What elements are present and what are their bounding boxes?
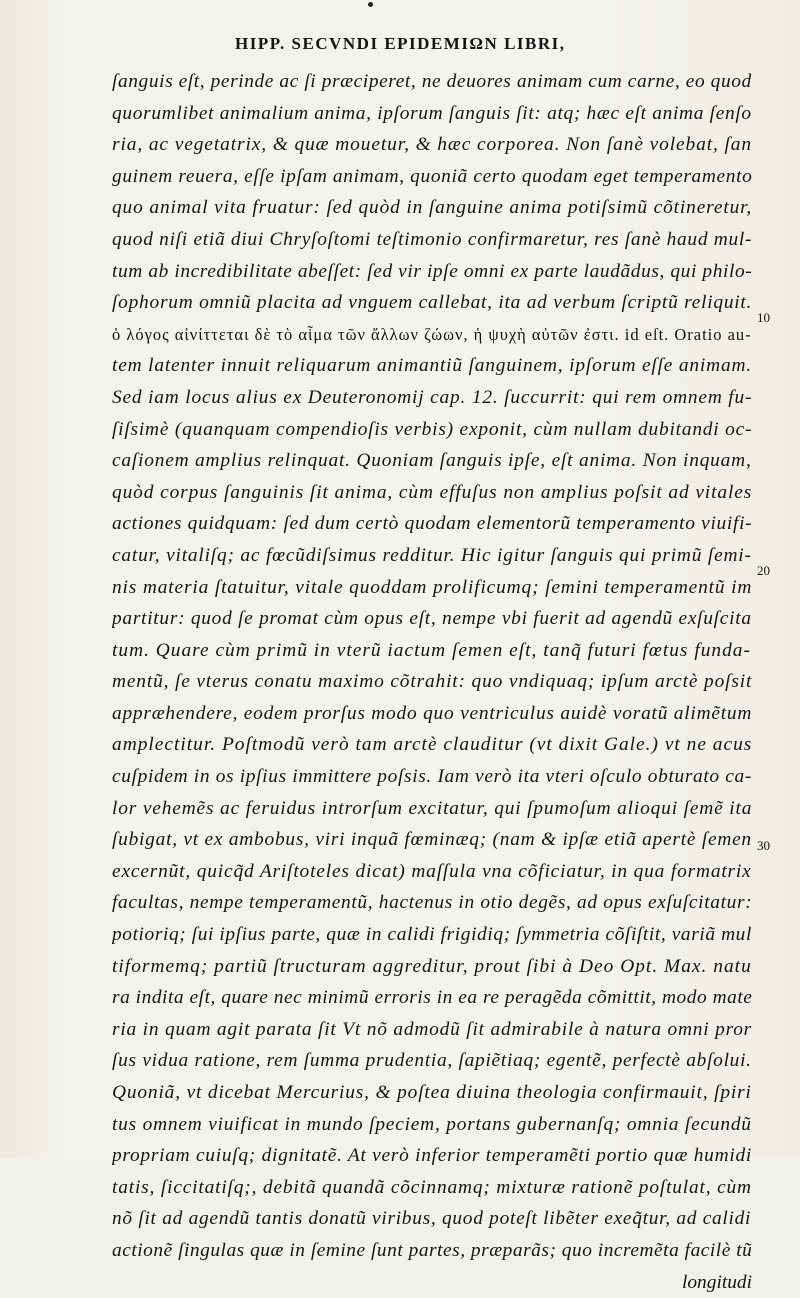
text-line: Sed iam locus alius ex Deuteronomij cap. 12. ſuccurrit: qui rem omnem fu- — [112, 386, 752, 408]
text-line: ſiſsimè (quanquam compendioſis verbis) exponit, cùm nullam dubitandi oc- — [112, 418, 752, 440]
text-line: partitur: quod ſe promat cùm opus eſt, nempe vbi fuerit ad agendũ exſuſcita — [112, 608, 752, 630]
text-line: tum. Quare cùm primũ in vterũ iactum ſemen eſt, tanq̃ futuri fœtus funda- — [112, 639, 751, 661]
text-line: quod niſi etiã diui Chryſoſtomi teſtimonio confirmaretur, res ſanè haud mul- — [112, 228, 752, 250]
text-line: tatis, ſiccitatiſq;, debitã quandã cõcinnamq; mixturæ rationẽ poſtulat, cùm — [112, 1176, 752, 1198]
text-line: potioriq; ſui ipſius parte, quæ in calidi frigidiq; ſymmetria cõſiſtit, variã mul — [112, 924, 752, 946]
text-line: ſus vidua ratione, rem ſumma prudentia, ſapiẽtiaq; egentẽ, perfectè abſolui. — [112, 1050, 752, 1072]
text-line: ſanguis eſt, perinde ac ſi præciperet, ne deuores animam cum carne, eo quod — [112, 71, 752, 92]
text-line: nis materia ſtatuitur, vitale quoddam prolificumq; ſemini temperamentũ im — [112, 576, 752, 598]
text-line: amplectitur. Poſtmodũ verò tam arctè clauditur (vt dixit Gale.) vt ne acus — [112, 734, 752, 756]
text-line: tiformemq; partiũ ſtructuram aggreditur, prout ſibi à Deo Opt. Max. natu — [112, 955, 752, 977]
margin-number: 10 — [757, 310, 770, 325]
text-line: ria in quam agit parata ſit Vt nõ admodũ ſit admirabile à natura omni pror — [112, 1018, 752, 1040]
text-line: mentũ, ſe vterus conatu maximo cõtrahit: quo vndiquaq; ipſum arctè poſsit — [112, 671, 752, 693]
text-line: quo animal vita fruatur: ſed quòd in ſanguine anima potiſsimũ cõtineretur, — [112, 197, 752, 219]
text-line: ra indita eſt, quare nec minimũ erroris in ea re peragẽda cõmittit, modo mate — [112, 987, 752, 1009]
text-line: nõ ſit ad agendũ tantis donatũ viribus, quod poteſt libẽter exeq̃tur, ad calidi — [112, 1208, 752, 1230]
text-line: actiones quidquam: ſed dum certò quodam elementorũ temperamento viuifi- — [112, 513, 752, 535]
text-line: tem latenter innuit reliquarum animantiũ ſanguinem, ipſorum eſſe animam. — [112, 355, 752, 377]
text-line: ſubigat, vt ex ambobus, viri inquã fœminæq; (nam & ipſæ etiã apertè ſemen — [112, 829, 752, 851]
text-line: tus omnem viuificat in mundo ſpeciem, portans gubernanſq; omnia ſecundũ — [112, 1113, 752, 1135]
text-line: quòd corpus ſanguinis ſit anima, cùm effuſus non amplius poſsit ad vitales — [112, 481, 752, 503]
body-text — [112, 66, 752, 1298]
text-line: ſophorum omniũ placita ad vnguem callebat, ita ad verbum ſcriptũ reliquit. — [112, 292, 752, 314]
text-line: guinem reuera, eſſe ipſam animam, quoniã certo quodam eget temperamento — [112, 165, 752, 187]
margin-number: 20 — [757, 563, 770, 578]
text-line: cuſpidem in os ipſius immittere poſsis. Iam verò ita vteri oſculo obturato ca- — [112, 766, 752, 788]
text-line: Quoniã, vt dicebat Mercurius, & poſtea diuina theologia confirmauit, ſpiri — [112, 1082, 752, 1103]
text-line: propriam cuiuſq; dignitatẽ. At verò inferior temperamẽti portio quæ humidi — [112, 1145, 752, 1167]
running-title: HIPP. SECVNDI EPIDEMIΩN LIBRI, — [235, 34, 566, 53]
text-line: actionẽ ſingulas quæ in ſemine ſunt partes, præparãs; quo incremẽta facilè tũ — [112, 1239, 752, 1261]
text-line: catur, vitaliſq; ac fœcũdiſsimus redditur. Hic igitur ſanguis qui primũ ſemi- — [112, 544, 752, 566]
text-line: excernũt, quicq̃d Ariſtoteles dicat) maſſula vna cõficiatur, in qua formatrix — [112, 860, 752, 882]
text-line: ria, ac vegetatrix, & quæ mouetur, & hæc corporea. Non ſanè volebat, ſan — [112, 134, 752, 156]
text-line: longitudi — [681, 1271, 752, 1293]
ink-dot — [368, 2, 373, 7]
text-line: quorumlibet animalium anima, ipſorum ſanguis ſit: atq; hæc eſt anima ſenſo — [112, 102, 752, 124]
text-line: facultas, nempe temperamentũ, hactenus in otio degẽs, ad opus exſuſcitatur: — [112, 892, 752, 914]
text-line: ὁ λόγος αἰνίττεται δὲ τὸ αἷμα τῶν ἄλλων ζώων, ἡ ψυχὴ αὐτῶν ἐστι. id eſt. Oratio au- — [112, 324, 752, 344]
margin-number: 30 — [757, 838, 770, 853]
text-line: tum ab incredibilitate abeſſet: ſed vir ipſe omni ex parte laudãdus, qui philo- — [112, 260, 752, 282]
text-line: lor vehemẽs ac feruidus introrſum excitatur, qui ſpumoſum alioqui ſemẽ ita — [112, 797, 752, 819]
text-line: caſionem amplius relinquat. Quoniam ſanguis ipſe, eſt anima. Non inquam, — [112, 450, 752, 472]
text-line: appræhendere, eodem prorſus modo quo ventriculus auidè voratũ alimẽtum — [112, 702, 752, 724]
